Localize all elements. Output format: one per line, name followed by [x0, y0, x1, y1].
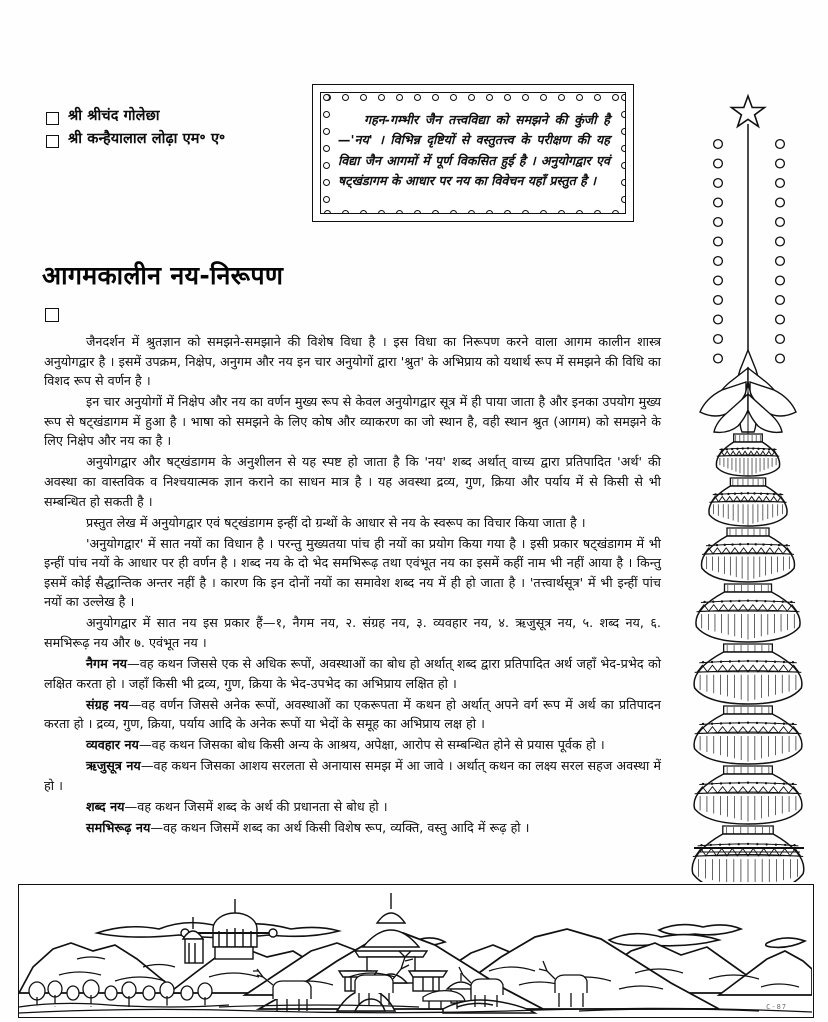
pot-dot: [720, 448, 722, 450]
ornamental-pillar-illustration: [668, 82, 828, 882]
pot-dot: [702, 723, 704, 725]
pot-dot: [719, 843, 721, 845]
pot-dot: [738, 843, 740, 845]
border-bead-icon: [324, 210, 331, 215]
pot-dot: [756, 660, 758, 662]
border-bead-icon: [342, 210, 349, 215]
pot-dot: [784, 844, 786, 846]
pot-dot: [773, 448, 775, 450]
border-bead-icon: [576, 210, 583, 215]
chain-bead-icon: [714, 257, 723, 266]
border-bead-icon: [323, 179, 330, 186]
pot-dot: [736, 448, 738, 450]
border-bead-icon: [576, 94, 583, 101]
pot-dot: [763, 448, 765, 450]
border-bead-icon: [612, 210, 619, 215]
pot-dot: [727, 493, 729, 495]
pot-dot: [729, 782, 731, 784]
bullet-square-icon: [46, 135, 59, 148]
pot-dot: [738, 782, 740, 784]
border-bead-icon: [323, 162, 330, 169]
abstract-text: गहन-गम्भीर जैन तत्त्वविद्या को समझने की कुंजी है—'नय' । विभिन्न दृष्टियों से वस्तुतत्त्व के परीक्षण की यह विद्या जैन आगमों में पूर्ण विकसित हुई है । अनुयोगद्वार एवं षट्खंडागम के आधार पर नय का विवेचन यहाँ प्रस्तुत है ।: [338, 112, 610, 189]
pot-dot: [775, 843, 777, 845]
pot-dot: [774, 661, 776, 663]
chain-bead-icon: [776, 140, 785, 149]
definition-text: —वह कथन जिसमें शब्द के अर्थ की प्रधानता से बोध हो ।: [124, 798, 388, 814]
pot-dot: [711, 783, 713, 785]
pot-dot: [702, 661, 704, 663]
border-bead-icon: [414, 210, 421, 215]
border-bead-icon: [594, 94, 601, 101]
border-bead-icon: [342, 94, 349, 101]
pot-dot: [711, 723, 713, 725]
border-bead-icon: [360, 94, 367, 101]
pot-dot: [738, 722, 740, 724]
pot-dot: [747, 660, 749, 662]
pot-dot: [792, 723, 794, 725]
definition-item: [44, 797, 661, 817]
pot-dot: [721, 493, 723, 495]
pot-dot: [747, 782, 749, 784]
article-body: [44, 332, 661, 839]
definition-term: समभिरूढ़ नय: [86, 820, 151, 835]
pot-dot: [786, 544, 788, 546]
border-bead-icon: [323, 128, 330, 135]
border-bead-icon: [468, 94, 475, 101]
pot-dot: [702, 783, 704, 785]
chain-bead-icon: [714, 296, 723, 305]
pot-dot: [731, 448, 733, 450]
pot-dot: [712, 601, 714, 603]
border-bead-icon: [522, 210, 529, 215]
pot-dot: [760, 493, 762, 495]
definition-term: नैगम नय: [86, 656, 128, 671]
pot-dot: [773, 600, 775, 602]
pot-dot: [782, 601, 784, 603]
pot-dot: [721, 600, 723, 602]
pot-dot: [724, 544, 726, 546]
border-bead-icon: [621, 111, 627, 118]
pot-dot: [783, 723, 785, 725]
pot-dot: [755, 600, 757, 602]
chain-bead-icon: [714, 315, 723, 324]
author-entry: [46, 131, 316, 148]
border-bead-icon: [558, 94, 565, 101]
pot-dot: [711, 661, 713, 663]
border-bead-icon: [621, 179, 627, 186]
pot-dot: [728, 843, 730, 845]
definition-item: [44, 818, 661, 838]
pot-dot: [739, 543, 741, 545]
author-list: [46, 108, 316, 154]
border-bead-icon: [540, 94, 547, 101]
pot-dot: [742, 447, 744, 449]
border-bead-icon: [323, 111, 330, 118]
pot-dot: [756, 722, 758, 724]
chain-bead-icon: [776, 237, 785, 246]
chain-bead-icon: [714, 218, 723, 227]
pot-dot: [765, 782, 767, 784]
border-bead-icon: [378, 94, 385, 101]
pot-dot: [765, 843, 767, 845]
definition-term: संग्रह नय: [86, 696, 129, 712]
pot-dot: [747, 722, 749, 724]
border-bead-icon: [323, 94, 330, 101]
pot-dot: [779, 493, 781, 495]
pot-dot: [774, 722, 776, 724]
pot-dot: [720, 722, 722, 724]
border-bead-icon: [378, 210, 385, 215]
pot-dot: [747, 543, 749, 545]
pot-dot: [774, 782, 776, 784]
definition-text: —वह कथन जिसका आशय सरलता से अनायास समझ में आ जावे । अर्थात् कथन का लक्ष्य सरल सहज अवस्था में हो ।: [44, 758, 661, 793]
landscape-illustration: [18, 884, 814, 1018]
bullet-square-icon: [46, 112, 59, 125]
pot-dot: [720, 782, 722, 784]
pot-dot: [700, 844, 702, 846]
chain-bead-icon: [776, 354, 785, 363]
border-bead-icon: [323, 145, 330, 152]
border-bead-icon: [504, 94, 511, 101]
border-bead-icon: [486, 94, 493, 101]
border-bead-icon: [414, 94, 421, 101]
pot-dot: [792, 661, 794, 663]
chain-bead-icon: [776, 257, 785, 266]
definition-term: ऋजुसूत्र नय: [86, 758, 141, 774]
border-bead-icon: [621, 162, 627, 169]
border-bead-icon: [522, 94, 529, 101]
definition-item: [44, 654, 661, 693]
definition-text: —वह कथन जिससे एक से अधिक रूपों, अवस्थाओं का बोध हो अर्थात् शब्द द्वारा प्रतिपादित अर्थ जहाँ भेद-प्रभेद को लक्षित करता हो । जहाँ किसी भी द्रव्य, गुण, क्रिया के भेद-उपभेद का अभिप्राय लक्षित हो ।: [44, 656, 661, 691]
abstract-box: [312, 84, 634, 222]
pot-dot: [778, 544, 780, 546]
border-bead-icon: [621, 128, 627, 135]
pot-dot: [734, 493, 736, 495]
pot-dot: [753, 492, 755, 494]
pot-dot: [783, 661, 785, 663]
border-bead-icon: [432, 210, 439, 215]
pot-dot: [738, 600, 740, 602]
pot-dot: [703, 601, 705, 603]
chain-bead-icon: [776, 296, 785, 305]
border-bead-icon: [468, 210, 475, 215]
border-bead-icon: [558, 210, 565, 215]
pot-dot: [738, 660, 740, 662]
star-finial-icon: [732, 96, 765, 127]
pot-dot: [762, 543, 764, 545]
border-bead-icon: [612, 94, 619, 101]
paragraph: जैनदर्शन में श्रुतज्ञान को समझने-समझाने की विशेष विधा है । इस विधा का निरूपण करने वाला आगम कालीन शास्त्र अनुयोगद्वार है । इसमें उपक्रम, निक्षेप, अनुगम और नय इन चार अनुयोगों द्वारा 'श्रुत' के अभिप्राय को यथार्थ रूप में समझने की विधि का विशद रूप से वर्णन है ।: [44, 334, 661, 389]
definition-item: [44, 756, 661, 795]
pot-dot: [747, 843, 749, 845]
definition-term: शब्द नय: [86, 798, 125, 814]
definition-term: व्यवहार नय: [86, 737, 139, 753]
definition-item: [44, 735, 661, 755]
border-bead-icon: [323, 196, 330, 203]
chain-bead-icon: [714, 335, 723, 344]
border-bead-icon: [540, 210, 547, 215]
pot-dot: [793, 844, 795, 846]
border-bead-icon: [432, 94, 439, 101]
border-bead-icon: [621, 196, 627, 203]
border-bead-icon: [396, 94, 403, 101]
pot-dot: [764, 600, 766, 602]
pot-dot: [755, 543, 757, 545]
author-name: श्री श्रीचंद गोलेछा: [68, 108, 160, 124]
chain-bead-icon: [776, 218, 785, 227]
chain-bead-icon: [714, 354, 723, 363]
pot-dot: [747, 492, 749, 494]
border-bead-icon: [486, 210, 493, 215]
pot-dot: [729, 722, 731, 724]
border-bead-icon: [396, 210, 403, 215]
author-name: श्री कन्हैयालाल लोढ़ा एम॰ ए॰: [68, 131, 226, 147]
pot-dot: [792, 783, 794, 785]
border-bead-icon: [450, 94, 457, 101]
chain-bead-icon: [714, 179, 723, 188]
paragraph: इन चार अनुयोगों में निक्षेप और नय का वर्णन मुख्य रूप से केवल अनुयोगद्वार सूत्र में ही पाया जाता है और इनका उपयोग मुख्य रूप से षट्खंडागम में हुआ है । भाषा को समझने के लिए कोष और व्याकरण का जो स्थान है, वही स्थान श्रुत (आगम) को समझने के लिए निक्षेप और नय का है ।: [44, 394, 661, 449]
pot-dot: [747, 447, 749, 449]
pot-dot: [716, 544, 718, 546]
paragraph: 'अनुयोगद्वार' में सात नयों का विधान है । परन्तु मुख्यतया पांच ही नयों का प्रयोग किया गया है । इसी प्रकार षट्खंडागम में भी इन्हीं पांच नयों के आधार पर ही वर्णन है । शब्द नय के दो भेद समभिरूढ़ तथा एवंभूत नय का इसमें कहीं नाम भी नहीं आया है । किन्तु इसमें कोई सैद्धान्तिक अन्तर नहीं है । कारण कि इन दोनों नयों का समावेश शब्द नय में ही हो जाता है । 'तत्त्वार्थसूत्र' में भी इन्हीं पांच नयों का उल्लेख है ।: [44, 535, 661, 610]
paragraph: प्रस्तुत लेख में अनुयोगद्वार एवं षट्खंडागम इन्हीं दो ग्रन्थों के आधार से नय के स्वरूप का विचार किया जाता है ।: [86, 514, 586, 530]
chain-bead-icon: [776, 335, 785, 344]
pot-dot: [765, 660, 767, 662]
pot-dot: [770, 544, 772, 546]
chain-bead-icon: [714, 237, 723, 246]
border-bead-icon: [621, 94, 627, 101]
chain-bead-icon: [776, 159, 785, 168]
pot-dot: [756, 843, 758, 845]
pot-dot: [731, 543, 733, 545]
chain-bead-icon: [776, 179, 785, 188]
pot-dot: [768, 448, 770, 450]
pot-dot: [740, 492, 742, 494]
pot-dot: [790, 601, 792, 603]
pot-dot: [757, 448, 759, 450]
pot-dot: [729, 600, 731, 602]
paragraph: अनुयोगद्वार और षट्खंडागम के अनुशीलन से यह स्पष्ट हो जाता है कि 'नय' शब्द अर्थात् वाच्य द्वारा प्रतिपादित 'अर्थ' की अवस्था का वास्तविक व निश्चयात्मक ज्ञान कराने का साधन मात्र है । यह अवस्था द्रव्य, गुण, क्रिया और पर्याय में से किसी से भी सम्बन्धित हो सकती है ।: [44, 454, 661, 509]
border-bead-icon: [360, 210, 367, 215]
illustration-signature: C-87: [766, 1003, 787, 1011]
pot-dot: [766, 493, 768, 495]
border-bead-icon: [594, 210, 601, 215]
pot-dot: [720, 661, 722, 663]
definition-text: —वह कथन जिसका बोध किसी अन्य के आश्रय, अपेक्षा, आरोप से सम्बन्धित होने से प्रयास पूर्वक हो ।: [138, 737, 605, 753]
pot-dot: [714, 493, 716, 495]
border-bead-icon: [621, 145, 627, 152]
pot-dot: [752, 447, 754, 449]
border-bead-icon: [450, 210, 457, 215]
pot-dot: [729, 660, 731, 662]
chain-bead-icon: [714, 159, 723, 168]
pot-dot: [710, 844, 712, 846]
pot-dot: [765, 722, 767, 724]
definition-text: —वह कथन जिसमें शब्द का अर्थ किसी विशेष रूप, व्यक्ति, वस्तु आदि में रूढ़ हो ।: [150, 820, 530, 835]
pot-dot: [773, 493, 775, 495]
author-entry: [46, 108, 316, 125]
pot-dot: [708, 544, 710, 546]
chain-bead-icon: [714, 198, 723, 207]
abstract-inner-border: [320, 92, 626, 214]
page-title: आगमकालीन नय-निरूपण: [42, 261, 284, 290]
chain-bead-icon: [776, 198, 785, 207]
pot-dot: [783, 783, 785, 785]
paragraph: अनुयोगद्वार में सात नय इस प्रकार हैं—१, नैगम नय, २. संग्रह नय, ३. व्यवहार नय, ४. ऋजुसूत्र नय, ५. शब्द नय, ६. समभिरूढ़ नय और ७. एवंभूत नय ।: [44, 615, 661, 650]
pot-dot: [726, 448, 728, 450]
pot-dot: [747, 600, 749, 602]
title-marker-square-icon: [45, 308, 59, 322]
chain-bead-icon: [714, 140, 723, 149]
chain-bead-icon: [776, 315, 785, 324]
border-bead-icon: [504, 210, 511, 215]
definition-text: —वह वर्णन जिससे अनेक रूपों, अवस्थाओं का एकरूपता में कथन हो अर्थात् अपने वर्ग रूप में अर्थ का प्रतिपादन करता हो । द्रव्य, गुण, क्रिया, पर्याय आदि के अनेक रूपों या भेदों के समूह का अभिप्राय लक्ष हो ।: [44, 696, 661, 732]
chain-bead-icon: [776, 276, 785, 285]
pot-dot: [756, 782, 758, 784]
definition-item: [44, 695, 661, 734]
chain-bead-icon: [714, 276, 723, 285]
